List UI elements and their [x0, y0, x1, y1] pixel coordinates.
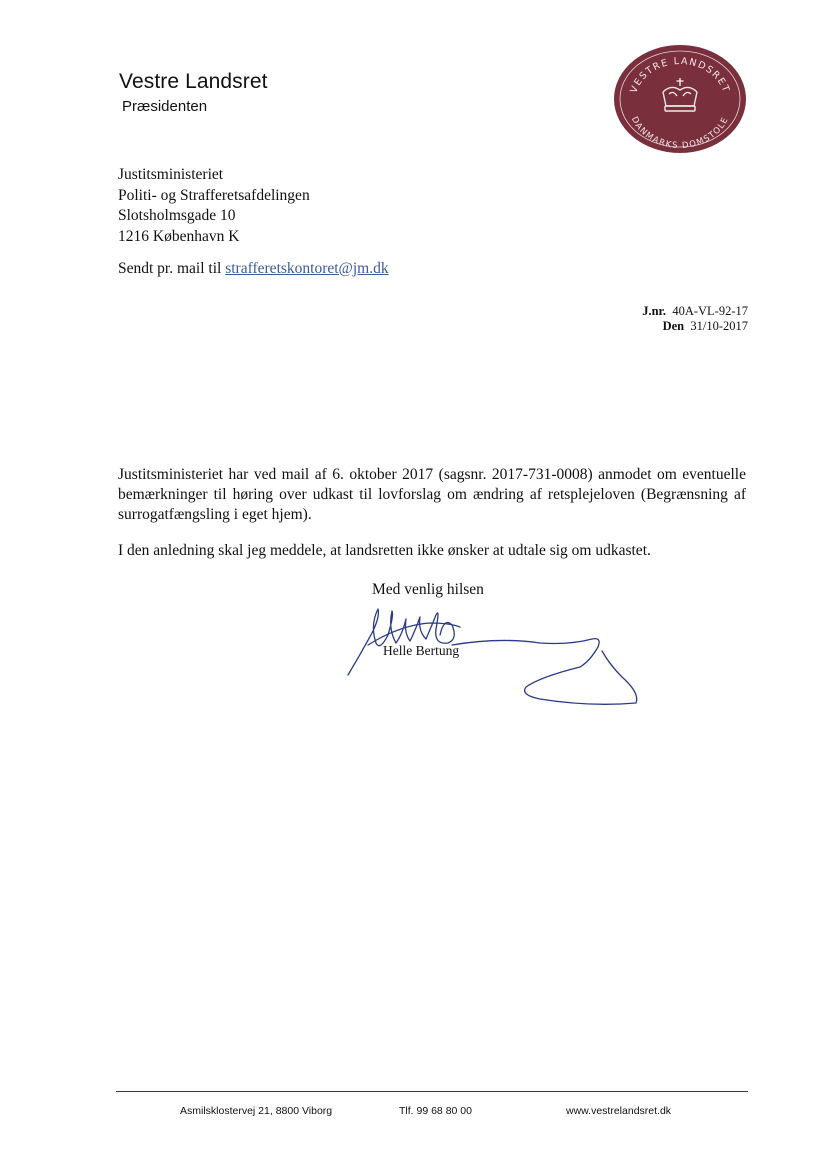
- seal-top-text: VESTRE LANDSRET: [628, 55, 732, 95]
- court-seal-logo: [613, 44, 747, 154]
- address-line: Slotsholmsgade 10: [118, 207, 236, 224]
- seal-bottom-text: DANMARKS DOMSTOLE: [628, 115, 732, 152]
- sent-prefix: Sendt pr. mail til: [118, 260, 222, 277]
- jnr-label: J.nr.: [642, 304, 667, 318]
- footer-phone: Tlf. 99 68 80 00: [399, 1105, 472, 1117]
- recipient-address: [118, 165, 310, 247]
- body-paragraph-2: I den anledning skal jeg meddele, at landsretten ikke ønsker at udtale sig om udkastet.: [118, 542, 651, 559]
- footer-divider: [116, 1091, 748, 1092]
- address-line: Politi- og Strafferetsafdelingen: [118, 186, 310, 204]
- footer-address: Asmilsklostervej 21, 8800 Viborg: [180, 1105, 333, 1117]
- reference-block: [642, 304, 748, 334]
- closing-greeting: Med venlig hilsen: [372, 581, 484, 598]
- signer-name: Helle Bertung: [383, 643, 460, 658]
- court-name: Vestre Landsret: [119, 70, 268, 93]
- date-value: 31/10-2017: [690, 319, 748, 333]
- address-line: Justitsministeriet: [118, 166, 224, 183]
- address-line: 1216 København K: [118, 227, 240, 245]
- date-label: Den: [662, 319, 685, 333]
- body-paragraph-1: Justitsministeriet har ved mail af 6. oktober 2017 (sagsnr. 2017-731-0008) anmodet om eventuelle bemærkninger til høring over udkast til lovforslag om ændring af retsplejeloven (Begrænsning af surrogatfængsling i eget hjem).: [118, 466, 746, 523]
- footer-website[interactable]: www.vestrelandsret.dk: [566, 1105, 672, 1117]
- email-link[interactable]: strafferetskontoret@jm.dk: [225, 260, 389, 277]
- court-subtitle: Præsidenten: [122, 98, 208, 115]
- jnr-value: 40A-VL-92-17: [672, 304, 748, 318]
- sent-by-mail-line: [118, 260, 389, 278]
- handwritten-signature: [340, 595, 650, 715]
